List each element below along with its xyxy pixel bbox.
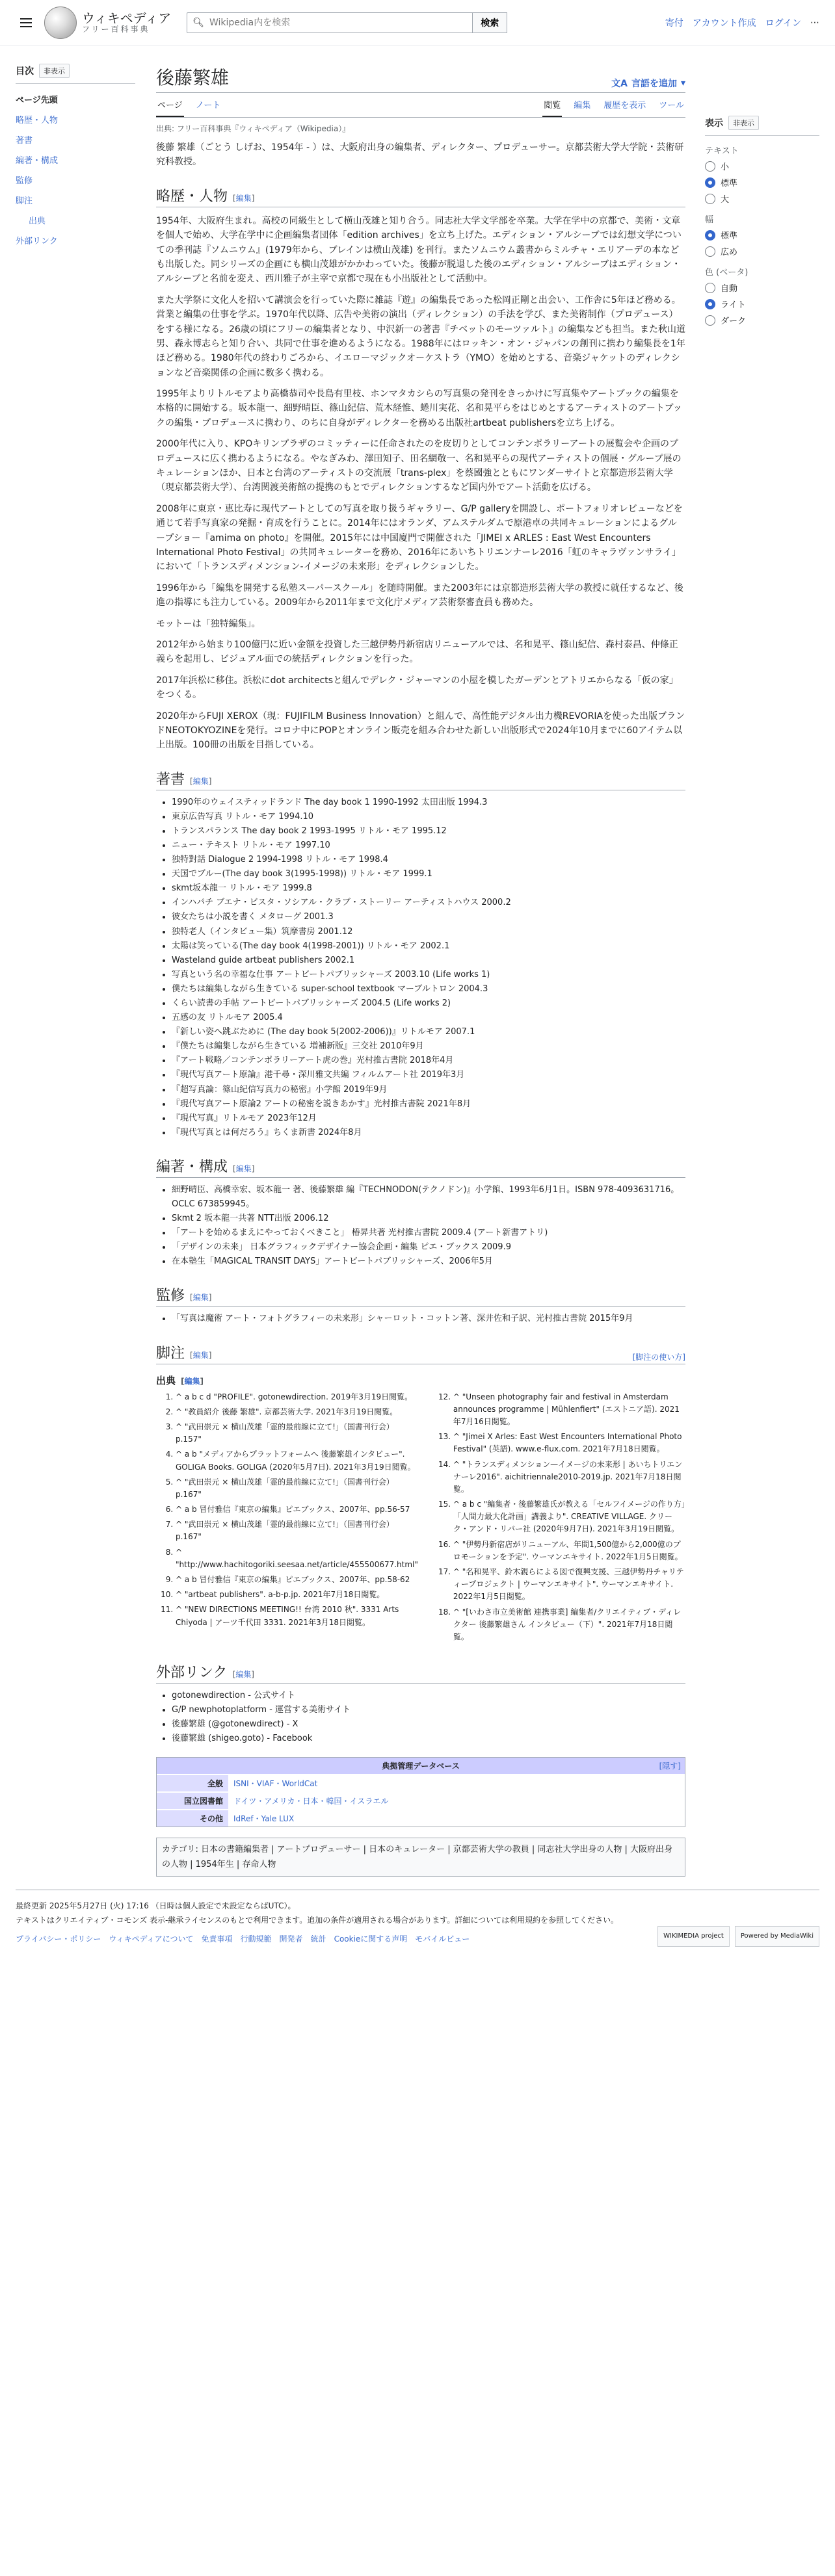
external-link-item[interactable]: • 後藤繁雄 (@gotonewdirect) - X <box>172 1717 685 1732</box>
radio-button-icon <box>705 161 715 172</box>
chevron-down-icon: ▾ <box>680 78 685 88</box>
wikipedia-globe-icon <box>44 7 77 39</box>
toc-header <box>16 64 135 84</box>
tab-edit[interactable]: 編集 <box>574 101 591 111</box>
radio-button-icon <box>705 194 715 204</box>
toc-item[interactable]: 略歴・人物 <box>16 116 59 125</box>
footer-link[interactable]: ウィキペディアについて <box>109 1934 194 1944</box>
section-heading-supervised: 監修 [編集] <box>156 1284 685 1307</box>
radio-label: 標準 <box>721 231 738 241</box>
add-language-button[interactable] <box>611 77 685 90</box>
book-item: • 『新しい姿へ跳ぶために (The day book 5(2002-2006))』リトルモア 2007.1 <box>172 1025 685 1039</box>
tab-history[interactable]: 履歴を表示 <box>603 101 646 111</box>
footer-link[interactable]: 統計 <box>310 1934 326 1944</box>
bio-paragraph: また大学祭に文化人を招いて講演会を行っていた際に雑誌『遊』の編集長であった松岡正剛と出会い、工作舎に5年ほど務める。営業と編集の仕事を学ぶ。1970年代以降、広告や美術の演出（ディレクション）の手法を学び、また美術制作（プロデュース）をする様になる。26歳の頃にフリーの編集者となり、中沢新一の著書『チベットのモーツァルト』の編集なども担当。また秋山道男、森永博志らと知り合い、共同で仕事を進めるようになる。1988年にはロッキン・オン・ジャパンの創刊に携わり編集長を1年ほど務める。1980年代の終わりごろから、イエローマジックオーケストラ（YMO）を始めとする、音楽ジャケットのディレクションなど音楽関係の企画に数多く携わる。 <box>156 294 685 378</box>
category-links[interactable]: カテゴリ: 日本の書籍編集者 | アートプロデューサー | 日本のキュレーター | 京都芸術大学の教員 | 同志社大学出身の人物 | 大阪府出身の人物 | 1954年生 | 存命人物 <box>156 1838 685 1877</box>
article-content <box>146 46 696 1890</box>
page-footer <box>16 1890 819 1973</box>
edit-section-link[interactable]: 編集 <box>192 776 209 786</box>
radio-option[interactable] <box>705 314 819 326</box>
bio-paragraph: 2012年から始まり100億円に近い金額を投資した三越伊勢丹新宿店リニューアルでは、名和晃平、篠山紀信、森村泰昌、仲條正義らを起用し、ビジュアル面での統括ディレクションを行った。 <box>156 639 678 665</box>
toc-item[interactable]: 脚注 <box>16 196 33 206</box>
radio-option[interactable] <box>705 229 819 241</box>
radio-button-icon <box>705 230 715 241</box>
external-link-item[interactable]: • gotonewdirection - 公式サイト <box>172 1689 685 1703</box>
reference-item: 8. ^ "http://www.hachitogoriki.seesaa.net/article/455500677.html" <box>176 1546 418 1571</box>
color-label: 色 (ベータ) <box>705 268 749 278</box>
bio-paragraph: 2000年代に入り、KPOキリンプラザのコミッティーに任命されたのを皮切りとしてコンテンポラリーアートの展覧会や企画のプロデュースに広く携わるようになる。やなぎみわ、澤田知子、田名網敬一、名和晃平らの現代アーティストの個展・グループ展のキュレーションほか、日本と台湾のアーティストの交流展「trans-plex」を蔡國強とともにワンダーサイトと京都造形芸術大学（現京都芸術大学）、台湾関渡美術館の提携のもとでディレクションするなど国内外でアート活動を広げる。 <box>156 439 682 493</box>
book-item: • 『アート戦略／コンテンポラリーアート虎の巻』光村推古書院 2018年4月 <box>172 1054 685 1068</box>
book-item: • 『現代写真アート原論2 アートの秘密を説きあかす』光村推古書院 2021年8月 <box>172 1097 685 1112</box>
reference-item: 3. ^ "武田崇元 × 横山茂雄「霊的最前線に立て!」（国書刊行会）p.157" <box>176 1421 418 1446</box>
section-heading-books: 著書 [編集] <box>156 768 685 790</box>
logo-subtitle: フリー百科事典 <box>82 24 150 34</box>
search-box <box>187 12 473 33</box>
reference-item: 2. ^ "教員紹介 後藤 繁雄". 京都芸術大学. 2021年3月19日閲覧。 <box>176 1406 418 1418</box>
edit-section-link[interactable]: 編集 <box>235 1164 252 1173</box>
book-item: • 『超写真論：篠山紀信写真力の秘密』小学館 2019年9月 <box>172 1083 685 1097</box>
tab-page[interactable]: ページ <box>156 93 184 117</box>
book-item: • 『僕たちは編集しながら生きている 増補新版』三交社 2010年9月 <box>172 1039 685 1054</box>
reference-item: 15. ^ a b c "編集者・後藤繁雄氏が教える「セルフイメージの作り方」「人間力最大化計画」講義より". CREATIVE VILLAGE. クリーク・アンド・リバー社 (2020年9月7日). 2021年3月19日閲覧。 <box>453 1498 685 1536</box>
tab-tools[interactable]: ツール <box>659 101 684 111</box>
book-item: • トランスパランス The day book 2 1993-1995 リトル・モア 1995.12 <box>172 824 685 839</box>
edited-item: • 細野晴臣、高橋幸宏、坂本龍一 著、後藤繁雄 編『TECHNODON(テクノドン)』小学館、1993年6月1日。ISBN 978-4093631716。OCLC 673859945。 <box>172 1183 685 1212</box>
book-item: • 独特對話 Dialogue 2 1994-1998 リトル・モア 1998.4 <box>172 853 685 867</box>
navbox-row <box>157 1774 685 1791</box>
search-icon: 🔍︎ <box>192 17 204 28</box>
radio-option[interactable] <box>705 298 819 310</box>
reference-item: 11. ^ "NEW DIRECTIONS MEETING!! 台湾 2010 秋". 3331 Arts Chiyoda | アーツ千代田 3331. 2021年3月18日閲覧。 <box>176 1604 418 1628</box>
radio-button-icon <box>705 246 715 257</box>
references-col-left <box>156 1391 418 1646</box>
add-language-label: 言語を追加 <box>631 79 677 89</box>
search-button[interactable]: 検索 <box>473 12 507 33</box>
references <box>156 1391 685 1646</box>
navbox-title: 典拠管理データベース [隠す] <box>157 1758 685 1774</box>
reference-item: 1. ^ a b c d "PROFILE". gotonewdirection. 2019年3月19日閲覧。 <box>176 1391 418 1403</box>
logo-title: ウィキペディア <box>82 10 172 26</box>
radio-option[interactable] <box>705 192 819 205</box>
book-item: • くらい読書の手帖 アートビートパブリッシャーズ 2004.5 (Life works 2) <box>172 996 685 1011</box>
toc-title: 目次 <box>16 66 34 77</box>
footer-link[interactable]: 行動規範 <box>240 1934 272 1944</box>
tab-talk[interactable]: ノート <box>195 101 221 111</box>
search-input[interactable] <box>209 18 467 28</box>
book-item: • 写真という名の幸福な仕事 アートビートパブリッシャーズ 2003.10 (Life works 1) <box>172 968 685 982</box>
book-item: • 『現代写真とは何だろう』ちくま新書 2024年8月 <box>172 1126 685 1140</box>
toc-list <box>16 89 135 250</box>
reference-item: 16. ^ "伊勢丹新宿店がリニューアル、年間1,500億から2,000億のプロモーションを予定". ウーマンエキサイト. 2022年1月5日閲覧。 <box>453 1539 685 1563</box>
appearance-title: 表示 <box>705 118 723 129</box>
book-item: • 独特老人（インタビュー集）筑摩書房 2001.12 <box>172 925 685 939</box>
book-item: • 彼女たちは小説を書く メタローグ 2001.3 <box>172 910 685 924</box>
appearance-panel <box>696 46 819 1890</box>
footer-link[interactable]: 免責事項 <box>201 1934 233 1944</box>
section-heading-edited: 編著・構成 [編集] <box>156 1156 685 1178</box>
lead-paragraph: 後藤 繁雄（ごとう しげお、1954年 - ）は、大阪府出身の編集者、ディレクター、プロデューサー。京都芸術大学大学院・芸術研究科教授。 <box>156 142 684 168</box>
edited-item: • 「アートを始めるまえにやっておくべきこと」 椿昇共著 光村推古書院 2009.4 (アート新書アトリ) <box>172 1226 685 1240</box>
radio-option[interactable] <box>705 176 819 189</box>
navbox-group: 国立図書館 <box>157 1793 228 1809</box>
books-list <box>156 796 685 1140</box>
toc-item[interactable]: 外部リンク <box>16 237 58 246</box>
section-heading-sources: 出典 [編集] <box>156 1374 204 1386</box>
reference-item: 4. ^ a b "メディアからプラットフォームへ 後藤繁雄インタビュー". GOLIGA Books. GOLIGA (2020年5月7日). 2021年3月19日閲覧。 <box>176 1448 418 1473</box>
radio-option[interactable] <box>705 245 819 257</box>
radio-label: 大 <box>721 195 730 205</box>
reference-item: 13. ^ "Jimei X Arles: East West Encounters International Photo Festival" (英語). www.e-flux.com. 2021年7月18日閲覧。 <box>453 1431 685 1455</box>
book-item: • 僕たちは編集しながら生きている super-school textbook マーブルトロン 2004.3 <box>172 982 685 996</box>
text-size-label: テキスト <box>705 146 739 156</box>
navbox-list[interactable]: ISNI・VIAF・WorldCat <box>228 1775 685 1791</box>
section-heading-bio: 略歴・人物 [編集] <box>156 185 685 207</box>
navbox-row <box>157 1791 685 1809</box>
radio-button-icon <box>705 177 715 188</box>
reference-item: 6. ^ a b 冒付雅信『東京の編集』ピエブックス、2007年、pp.56-57 <box>176 1503 418 1516</box>
reference-item: 9. ^ a b 冒付雅信『東京の編集』ピエブックス、2007年、pp.58-62 <box>176 1574 418 1586</box>
radio-label: 標準 <box>721 179 738 189</box>
external-links-list <box>156 1689 685 1746</box>
bio-paragraph: モットーは「独特編集」。 <box>156 618 261 629</box>
bio-paragraph: 2017年浜松に移住。浜松にdot architectsと組んでデレク・ジャーマンの小屋を模したガーデンとアトリエからなる「仮の家」をつくる。 <box>156 675 678 701</box>
reference-item: 17. ^ "名和晃平、鈴木親らによる図で復興支援、三越伊勢丹チャリティープロジェクト | ウーマンエキサイト". ウーマンエキサイト. 2022年1月5日閲覧。 <box>453 1566 685 1604</box>
book-item: • インハパチ ブエナ・ビスタ・ソシアル・クラブ・ストーリー アーティストハウス 2000.2 <box>172 896 685 910</box>
bio-paragraph: 2008年に東京・恵比寿に現代アートとしての写真を取り扱うギャラリー、G/P galleryを開設し、ポートフォリオレビューなどを通じて若手写真家の発掘・育成を行うことに。2014年にはオランダ、アムステルダムで原港卓の共同キュレーションによるグループショー『amima on photo』を開催。2015年には中国廈門で開催された「JIMEI x ARLES : East West Encounters International Photo Festival」の共同キュレーターを務め、2016年にあいちトリエンナーレ2016「虹のキャラヴァンサライ」において「トランスディメンション-イメージの未来形」をディレクションした。 <box>156 503 683 573</box>
navbox-row <box>157 1809 685 1827</box>
references-col-right <box>434 1391 685 1646</box>
radio-label: ライト <box>721 300 746 310</box>
book-item: • 1990年のウェイスティッドランド The day book 1 1990-1992 太田出版 1994.3 <box>172 796 685 810</box>
footer-link[interactable]: 開発者 <box>279 1934 303 1944</box>
radio-button-icon <box>705 283 715 293</box>
external-link-item[interactable]: • 後藤繁雄 (shigeo.goto) - Facebook <box>172 1732 685 1746</box>
appearance-header <box>705 116 819 136</box>
appearance-hide-button[interactable]: 非表示 <box>728 116 759 130</box>
mediawiki-badge[interactable]: Powered by MediaWiki <box>735 1926 819 1947</box>
width-label: 幅 <box>705 215 714 225</box>
book-item: • 太陽は笑っている(The day book 4(1998-2001)) リトル・モア 2002.1 <box>172 939 685 954</box>
page-layout <box>0 46 835 1890</box>
section-heading-notes: 脚注 [編集] [脚注の使い方] <box>156 1342 685 1364</box>
toc-hide-button[interactable]: 非表示 <box>39 64 70 78</box>
page-title: 後藤繁雄 <box>156 67 230 88</box>
footer-link[interactable]: モバイルビュー <box>415 1934 470 1944</box>
external-link-item[interactable]: • G/P newphotoplatform - 運営する美術サイト <box>172 1703 685 1717</box>
section-heading-external: 外部リンク [編集] <box>156 1661 685 1684</box>
notes-howto-link[interactable]: [脚注の使い方] <box>632 1352 685 1362</box>
edit-section-link[interactable]: 編集 <box>184 1376 200 1386</box>
navbox-list[interactable]: IdRef・Yale LUX <box>228 1810 685 1827</box>
more-options-icon[interactable]: ⋯ <box>810 17 819 28</box>
book-item: • skmt坂本龍一 リトル・モア 1999.8 <box>172 881 685 896</box>
supervised-list <box>156 1312 685 1326</box>
reference-item: 18. ^ "[いわさ市立美術館 連携事業] 編集者/クリエイティブ・ディレクター 後藤繁雄さん インタビュー（下）". 2021年7月18日閲覧。 <box>453 1606 685 1644</box>
radio-label: 小 <box>721 163 730 172</box>
book-item: • 東京広告写真 リトル・モア 1994.10 <box>172 810 685 824</box>
navbox-group: その他 <box>157 1810 228 1827</box>
bio-section <box>156 214 685 753</box>
book-item: • ニュー・テキスト リトル・モア 1997.10 <box>172 839 685 853</box>
navbox-hide-link[interactable]: [隠す] <box>659 1761 681 1771</box>
reference-item: 5. ^ "武田崇元 × 横山茂雄「霊的最前線に立て!」（国書刊行会）p.167" <box>176 1476 418 1501</box>
bio-paragraph: 1954年、大阪府生まれ。高校の同級生として横山茂雄と知り合う。同志社大学文学部を卒業。大学在学中の京都で、美術・文章を個人で始め、大学在学中に企画編集者団体「edition archives」を立ち上げた。エディション・アルシーブでは幻想文学についての季刊誌『ソムニウム』(1979年から、ブレインは横山茂雄) を刊行。またソムニウム叢書からミルチャ・エリアーデの本なども出版した。同シリーズの企画にも横山茂雄がかかわっていた。後藤が脱退した後のエディション・アルシーブはエディション・アルシーブと名前を変え、西川雅子が主宰で京都で現在も小出版社として活動中。 <box>156 215 682 285</box>
edit-section-link[interactable]: 編集 <box>235 193 252 203</box>
create-account-link[interactable]: アカウント作成 <box>692 18 756 29</box>
footer-link[interactable]: プライバシー・ポリシー <box>16 1934 101 1944</box>
table-of-contents <box>16 46 146 1890</box>
radio-button-icon <box>705 315 715 326</box>
book-item: • 『現代写真アート原論』港千尋・深川雅文共編 フィルムアート社 2019年3月 <box>172 1068 685 1082</box>
login-link[interactable]: ログイン <box>765 18 801 29</box>
reference-item: 14. ^ "トランスディメンション—イメージの未来形 | あいちトリエンナーレ2016". aichitriennale2010-2019.jp. 2021年7月18日閲覧。 <box>453 1459 685 1496</box>
edited-item: • Skmt 2 坂本龍一共著 NTT出版 2006.12 <box>172 1212 685 1226</box>
toc-item[interactable]: 出典 <box>29 216 46 226</box>
radio-option[interactable] <box>705 160 819 172</box>
book-item: • 天国でブルー(The day book 3(1995-1998)) リトル・モア 1999.1 <box>172 867 685 881</box>
radio-label: ダーク <box>721 317 747 326</box>
edit-section-link[interactable]: 編集 <box>192 1293 209 1303</box>
page-tabs <box>156 93 685 118</box>
edited-item: • 在本塾生「MAGICAL TRANSIT DAYS」アートビートパブリッシャーズ、2006年5月 <box>172 1255 685 1269</box>
main-menu-icon[interactable] <box>16 12 36 33</box>
radio-option[interactable] <box>705 281 819 294</box>
user-links <box>665 16 819 29</box>
toc-item[interactable]: 編著・構成 <box>16 156 59 166</box>
book-item: • Wasteland guide artbeat publishers 2002.1 <box>172 954 685 968</box>
toc-item[interactable]: 監修 <box>16 176 33 186</box>
bio-paragraph: 1995年よりリトルモアより高橋恭司や長島有里枝、ホンマタカシらの写真集の発刊をきっかけに写真集やアートブックの編集を本格的に開始する。坂本龍一、細野晴臣、篠山紀信、荒木経惟、蜷川実花、名和晃平らをはじめとするアーティストのアートブックの編集・プロデュースに携わり、のちに自身がディレクターを務める出版社artbeat publishersを立ち上げる。 <box>156 389 682 428</box>
site-logo[interactable] <box>44 7 171 39</box>
radio-button-icon <box>705 299 715 309</box>
site-header <box>0 0 835 46</box>
toc-item[interactable]: ページ先頭 <box>16 96 58 105</box>
radio-label: 広め <box>721 248 738 257</box>
reference-item: 12. ^ "Unseen photography fair and festival in Amsterdam announces programme | Mühlenfiert" (エストニア語). 2021年7月16日閲覧。 <box>453 1391 685 1429</box>
wikimedia-badge[interactable]: WIKIMEDIA project <box>657 1926 730 1947</box>
edited-list <box>156 1183 685 1269</box>
translate-icon: 文A <box>611 79 628 89</box>
authority-control-navbox <box>156 1757 685 1827</box>
last-updated: 最終更新 2025年5月27日 (火) 17:16 （日時は個人設定で未設定ならばUTC）。 <box>16 1901 296 1911</box>
book-item: • 『現代写真』リトルモア 2023年12月 <box>172 1112 685 1126</box>
bio-paragraph: 2020年からFUJI XEROX（現：FUJIFILM Business Innovation）と組んで、高性能デジタル出力機REVORIAを使った出版ブランドNEOTOKYOZINEを発行。コロナ中にPOPとオンライン販売を組み合わせた新しい出版形式で2024年10月までに60アイテム以上出版。100冊の出版を目指している。 <box>156 710 685 751</box>
title-row <box>156 64 685 93</box>
donate-link[interactable]: 寄付 <box>665 18 683 29</box>
supervised-item: • 「写真は魔術 アート・フォトグラフィーの未来形」シャーロット・コットン著、深井佐和子訳、光村推古書院 2015年9月 <box>172 1312 685 1326</box>
footer-link[interactable]: Cookieに関する声明 <box>334 1934 408 1944</box>
book-item: • 五感の友 リトルモア 2005.4 <box>172 1011 685 1025</box>
bio-paragraph: 1996年から「編集を開発する私塾スーパースクール」を随時開催。また2003年には京都造形芸術大学の教授に就任するなど、後進の指導にも注力している。2009年から2011年まで文化庁メディア芸術祭審査員も務めた。 <box>156 582 683 608</box>
license-text: テキストはクリエイティブ・コモンズ 表示-継承ライセンスのもとで利用できます。追加の条件が適用される場合があります。詳細については利用規約を参照してください。 <box>16 1915 619 1925</box>
from-line: 出典: フリー百科事典『ウィキペディア（Wikipedia）』 <box>156 124 351 133</box>
reference-item: 10. ^ "artbeat publishers". a-b-p.jp. 2021年7月18日閲覧。 <box>176 1589 418 1601</box>
navbox-list[interactable]: ドイツ・アメリカ・日本・韓国・イスラエル <box>228 1793 685 1809</box>
tab-read[interactable]: 閲覧 <box>542 93 562 117</box>
edit-section-link[interactable]: 編集 <box>192 1350 209 1360</box>
reference-item: 7. ^ "武田崇元 × 横山茂雄「霊的最前線に立て!」（国書刊行会）p.167" <box>176 1518 418 1543</box>
search-form <box>187 12 507 33</box>
edited-item: • 「デザインの未来」 日本グラフィックデザイナー協会企画・編集 ピエ・ブックス 2009.9 <box>172 1240 685 1255</box>
toc-item[interactable]: 著書 <box>16 136 33 146</box>
radio-label: 自動 <box>721 284 738 294</box>
navbox-group: 全般 <box>157 1775 228 1791</box>
edit-section-link[interactable]: 編集 <box>235 1670 252 1680</box>
